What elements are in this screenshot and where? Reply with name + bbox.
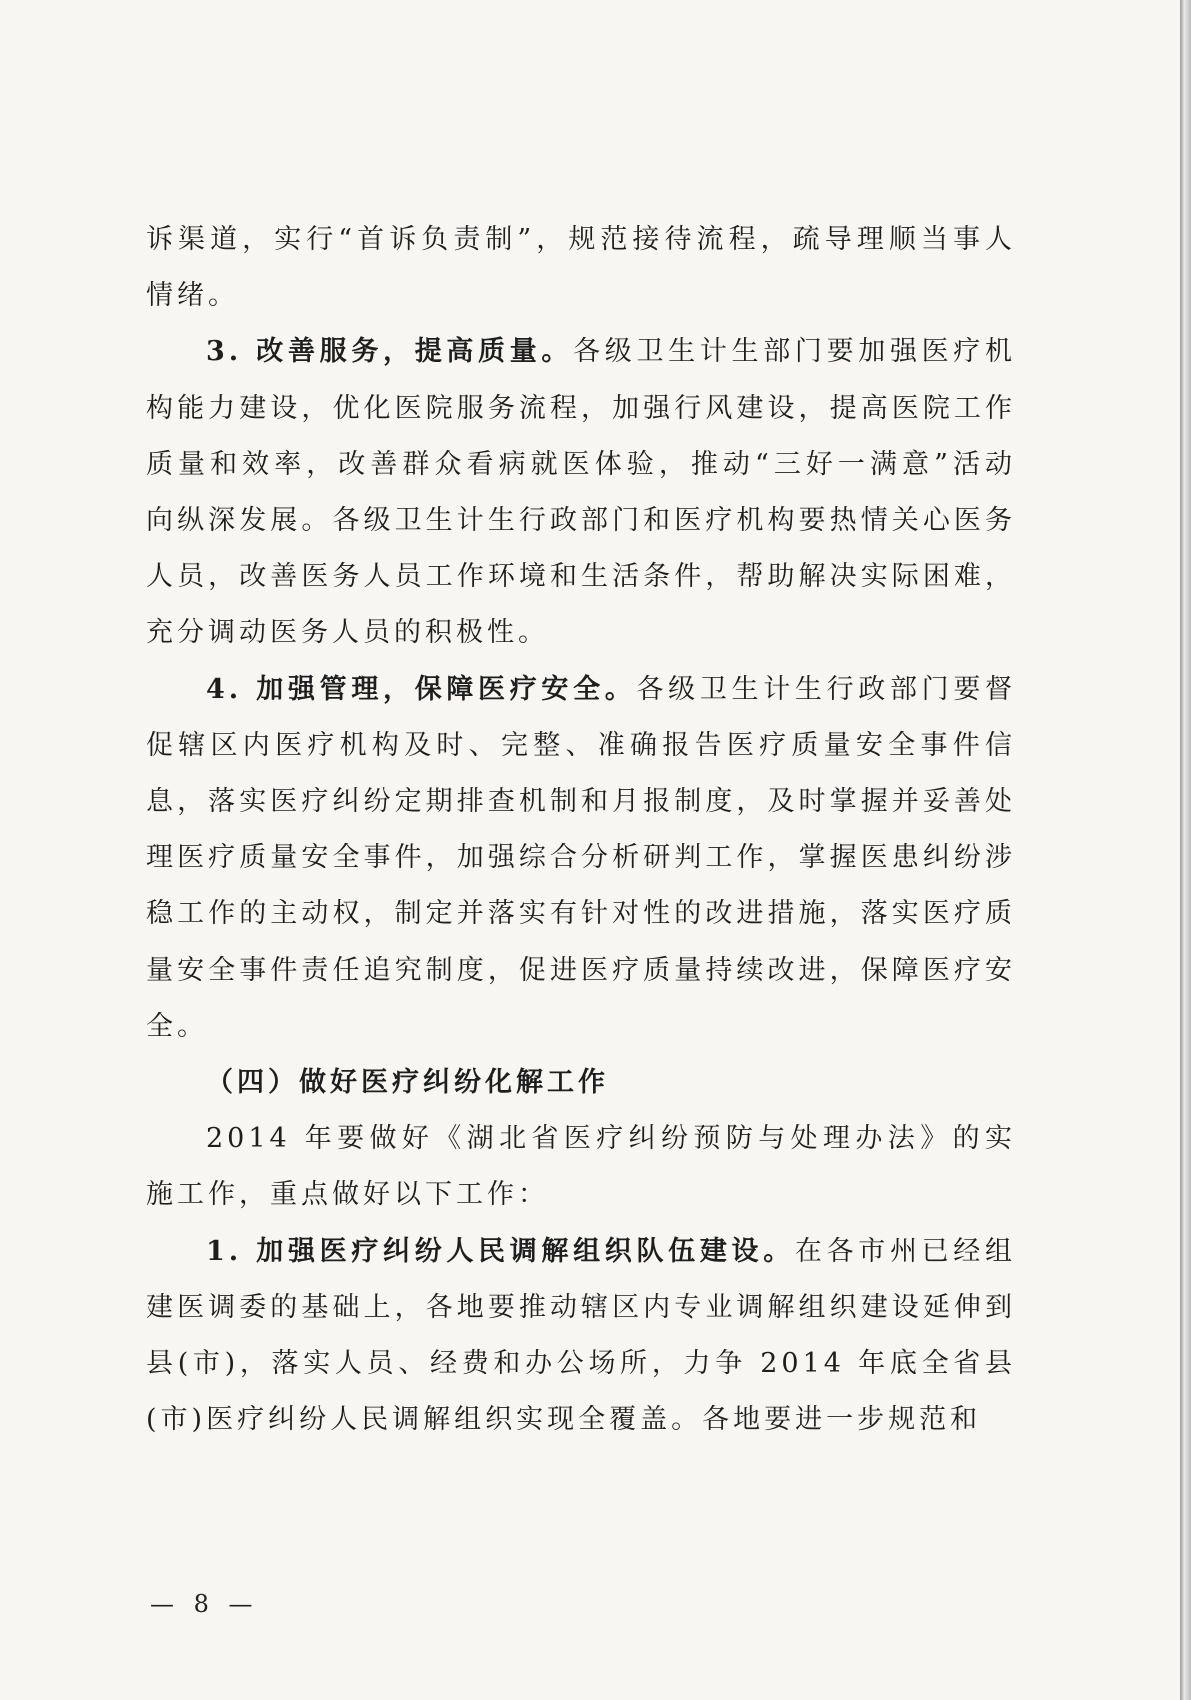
paragraph-2-heading: 3. 改善服务，提高质量。	[206, 336, 574, 368]
section-heading	[146, 1055, 1016, 1111]
section-heading-text: （四）做好医疗纠纷化解工作	[206, 1067, 609, 1099]
paragraph-5-text: 2014 年要做好《湖北省医疗纠纷预防与处理办法》的实施工作，重点做好以下工作：	[146, 1123, 1016, 1211]
paragraph-2	[146, 324, 1016, 661]
page-number: — 8 —	[150, 1590, 259, 1618]
document-body	[146, 212, 1016, 1448]
paragraph-3-text: 各级卫生计生行政部门要督促辖区内医疗机构及时、完整、准确报告医疗质量安全事件信息，落实医疗纠纷定期排查机制和月报制度，及时掌握并妥善处理医疗质量安全事件，加强综合分析研判工作，掌握医患纠纷涉稳工作的主动权，制定并落实有针对性的改进措施，落实医疗质量安全事件责任追究制度，促进医疗质量持续改进，保障医疗安全。	[146, 673, 1017, 1042]
paragraph-5	[146, 1111, 1016, 1223]
paragraph-2-text: 各级卫生计生部门要加强医疗机构能力建设，优化医院服务流程，加强行风建设，提高医院工作质量和效率，改善群众看病就医体验，推动“三好一满意”活动向纵深发展。各级卫生计生行政部门和医疗机构要热情关心医务人员，改善医务人员工作环境和生活条件，帮助解决实际困难，充分调动医务人员的积极性。	[146, 336, 1016, 649]
paragraph-3-heading: 4. 加强管理，保障医疗安全。	[206, 673, 637, 705]
paragraph-3	[146, 662, 1016, 1055]
paragraph-6-heading: 1. 加强医疗纠纷人民调解组织队伍建设。	[206, 1235, 795, 1267]
paragraph-1	[146, 212, 1016, 324]
paragraph-1-text: 诉渠道，实行“首诉负责制”，规范接待流程，疏导理顺当事人情绪。	[146, 224, 1016, 312]
scan-edge	[1180, 0, 1191, 1700]
paragraph-6-text: 在各市州已经组建医调委的基础上，各地要推动辖区内专业调解组织建设延伸到县(市)，落实人员、经费和办公场所，力争 2014 年底全省县(市)医疗纠纷人民调解组织实现全覆盖。各地要进一步规范和	[146, 1235, 1016, 1436]
paragraph-6	[146, 1224, 1016, 1449]
